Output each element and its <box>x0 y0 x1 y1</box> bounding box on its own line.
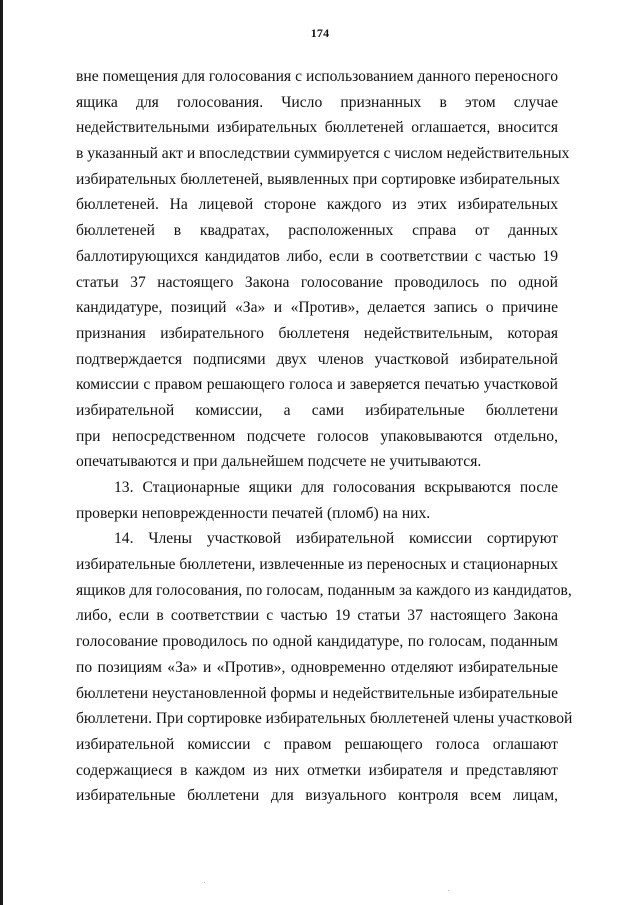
text-line: баллотирующихся кандидатов либо, если в соответствии с частью 19 <box>76 247 558 265</box>
text-line: при непосредственном подсчете голосов упаковываются отдельно, <box>76 427 558 445</box>
text-line: голосование проводилось по одной кандидатуре, по голосам, поданным <box>76 633 558 651</box>
text-line: вне помещения для голосования с использованием данного переносного <box>76 68 558 85</box>
scan-speck <box>204 882 205 883</box>
text-line: комиссии с правом решающего голоса и заверяется печатью участковой <box>76 376 558 394</box>
text-line: признания избирательного бюллетеня недействительным, которая <box>76 324 558 342</box>
text-line: бюллетени неустановленной формы и недействительные избирательные <box>76 684 558 702</box>
text-line: в указанный акт и впоследствии суммируется с числом недействительных <box>76 145 570 163</box>
text-line: бюллетеней в квадратах, расположенных справа от данных <box>76 222 558 240</box>
paragraph-continuation <box>76 64 570 475</box>
text-line: статьи 37 настоящего Закона голосование проводилось по одной <box>76 273 558 291</box>
text-line: опечатываются и при дальнейшем подсчете не учитываются. <box>76 453 482 471</box>
scan-left-edge <box>0 0 3 905</box>
paragraph-item-13 <box>76 475 558 526</box>
text-line: ящика для голосования. Число признанных в этом случае <box>76 93 558 111</box>
page-number: 174 <box>310 26 330 40</box>
text-line: избирательной комиссии с правом решающего голоса оглашают <box>76 735 558 753</box>
text-line: ящиков для голосования, по голосам, поданным за каждого из кандидатов, <box>76 581 572 599</box>
text-line: проверки неповрежденности печатей (пломб) на них. <box>76 504 431 522</box>
text-line: подтверждается подписями двух членов участковой избирательной <box>76 350 558 368</box>
text-line: избирательные бюллетени для визуального контроля всем лицам, <box>76 787 558 805</box>
scan-speck <box>448 890 449 891</box>
text-line: избирательных бюллетеней, выявленных при сортировке избирательных <box>76 170 560 188</box>
text-line: 14. Члены участковой избирательной комиссии сортируют <box>114 530 558 548</box>
text-line: по позициям «За» и «Против», одновременно отделяют избирательные <box>76 658 558 676</box>
text-line: 13. Стационарные ящики для голосования вскрываются после <box>114 479 558 496</box>
paragraph-item-14 <box>76 526 573 809</box>
text-line: бюллетеней. На лицевой стороне каждого из этих избирательных <box>76 196 558 214</box>
text-line: либо, если в соответствии с частью 19 статьи 37 настоящего Закона <box>76 607 558 625</box>
text-line: бюллетени. При сортировке избирательных бюллетеней члены участковой <box>76 710 573 728</box>
text-line: содержащиеся в каждом из них отметки избирателя и представляют <box>76 761 558 779</box>
text-line: избирательной комиссии, а сами избирательные бюллетени <box>76 401 558 419</box>
text-line: кандидатуре, позиций «За» и «Против», делается запись о причине <box>76 299 558 317</box>
text-line: недействительными избирательных бюллетеней оглашается, вносится <box>76 119 558 137</box>
text-line: избирательные бюллетени, извлеченные из переносных и стационарных <box>76 556 558 574</box>
body-text <box>76 64 573 809</box>
